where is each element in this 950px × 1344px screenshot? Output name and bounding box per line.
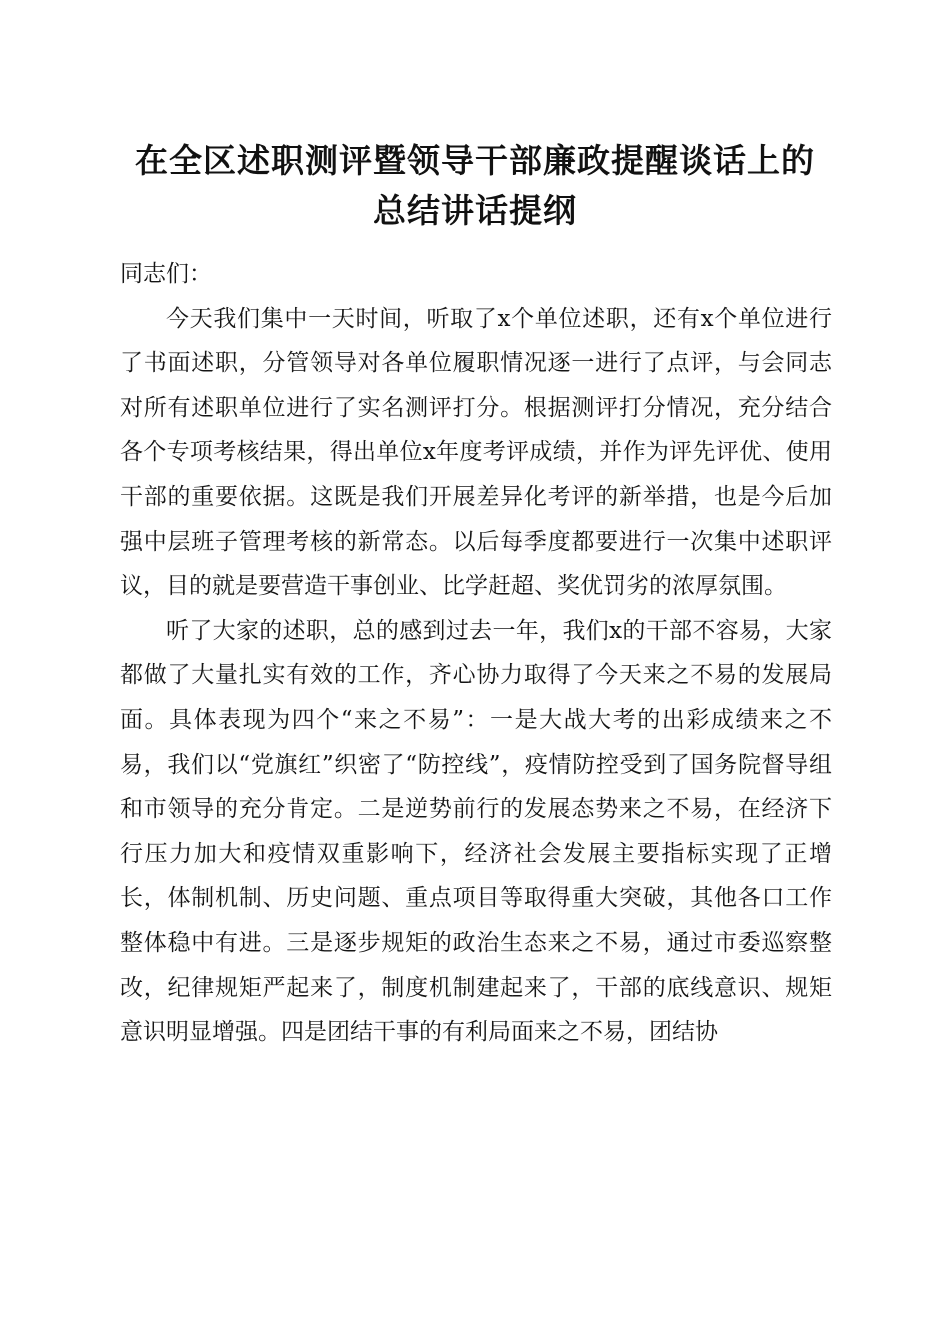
salutation: 同志们： [120, 261, 212, 287]
document-title [100, 136, 850, 236]
title-line-1: 在全区述职测评暨领导干部廉政提醒谈话上的 [135, 141, 815, 180]
paragraph-1: 今天我们集中一天时间，听取了x个单位述职，还有x个单位进行了书面述职，分管领导对各单位履职情况逐一进行了点评，与会同志对所有述职单位进行了实名测评打分。根据测评打分情况，充分结合各个专项考核结果，得出单位x年度考评成绩，并作为评先评优、使用干部的重要依据。这既是我们开展差异化考评的新举措，也是今后加强中层班子管理考核的新常态。以后每季度都要进行一次集中述职评议，目的就是要营造干事创业、比学赶超、奖优罚劣的浓厚氛围。 [120, 305, 832, 600]
title-line-2: 总结讲话提纲 [373, 191, 577, 230]
document-body [120, 252, 832, 1055]
paragraph-2: 听了大家的述职，总的感到过去一年，我们x的干部不容易，大家都做了大量扎实有效的工作，齐心协力取得了今天来之不易的发展局面。具体表现为四个“来之不易”：一是大战大考的出彩成绩来之不易，我们以“党旗红”织密了“防控线”，疫情防控受到了国务院督导组和市领导的充分肯定。二是逆势前行的发展态势来之不易，在经济下行压力加大和疫情双重影响下，经济社会发展主要指标实现了正增长，体制机制、历史问题、重点项目等取得重大突破，其他各口工作整体稳中有进。三是逐步规矩的政治生态来之不易，通过市委巡察整改，纪律规矩严起来了，制度机制建起来了，干部的底线意识、规矩意识明显增强。四是团结干事的有利局面来之不易，团结协 [120, 617, 832, 1046]
